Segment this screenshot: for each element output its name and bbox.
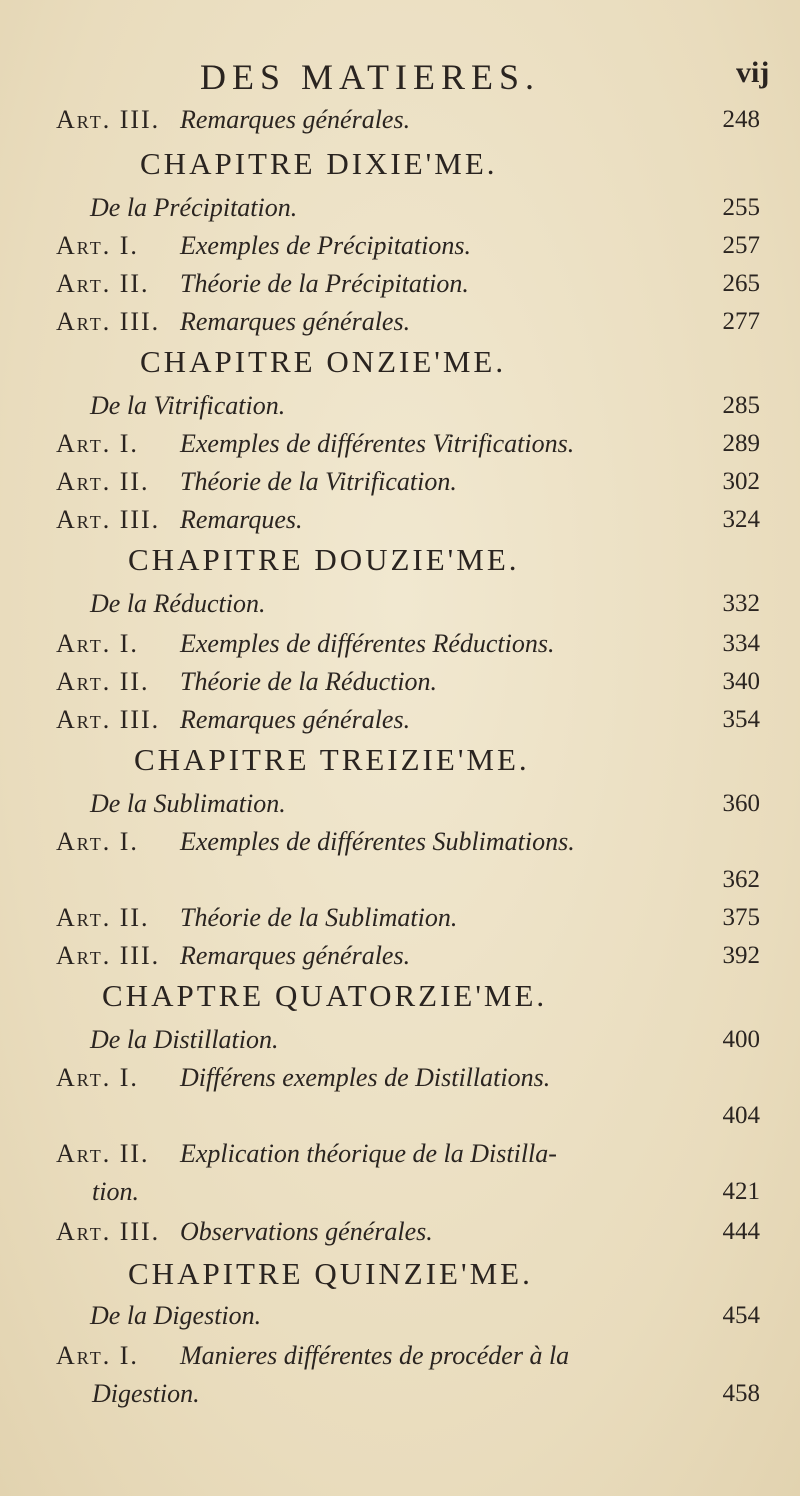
article-label: Art. III.: [56, 105, 161, 134]
section-entry: [0, 784, 800, 824]
entry-title: Remarques.: [180, 505, 303, 534]
entry-title: Remarques générales.: [180, 705, 411, 734]
entry-title: Différens exemples de Distillations.: [180, 1063, 551, 1092]
article-entry: [0, 462, 800, 502]
entry-title: Théorie de la Réduction.: [180, 667, 438, 696]
page-number: 340: [722, 668, 760, 695]
article-entry: [0, 936, 800, 976]
page-number: 255: [722, 194, 760, 221]
chapter-title: CHAPITRE ONZIE'ME.: [140, 344, 507, 379]
chapter-heading: [0, 738, 800, 782]
entry-title: tion.: [92, 1177, 139, 1206]
continuation-entry: [0, 1374, 800, 1414]
page-number: 392: [722, 942, 760, 969]
entry-title: Remarques générales.: [180, 105, 411, 134]
article-entry: [0, 624, 800, 664]
page-number: 257: [722, 232, 760, 259]
article-entry: [0, 898, 800, 938]
article-entry: [0, 700, 800, 740]
chapter-title: CHAPITRE QUINZIE'ME.: [128, 1256, 533, 1291]
article-label: Art. I.: [56, 827, 139, 856]
chapter-title: CHAPTRE QUATORZIE'ME.: [102, 978, 548, 1013]
entry-title: Manieres différentes de procéder à la: [180, 1341, 570, 1370]
entry-title: De la Vitrification.: [90, 391, 286, 420]
page-number: 421: [722, 1178, 760, 1205]
chapter-heading: [0, 974, 800, 1018]
article-entry: [0, 662, 800, 702]
page-number: 265: [722, 270, 760, 297]
chapter-heading: [0, 340, 800, 384]
page-number: 404: [722, 1102, 760, 1129]
chapter-heading: [0, 142, 800, 186]
article-entry: [0, 264, 800, 304]
entry-title: De la Digestion.: [90, 1301, 262, 1330]
entry-title: Théorie de la Vitrification.: [180, 467, 457, 496]
entry-title: De la Réduction.: [90, 589, 266, 618]
chapter-title: CHAPITRE DIXIE'ME.: [140, 146, 498, 181]
page-number: 458: [722, 1380, 760, 1407]
article-label: Art. II.: [56, 667, 150, 696]
article-label: Art. II.: [56, 1139, 150, 1168]
entry-title: Exemples de différentes Réductions.: [180, 629, 555, 658]
section-entry: [0, 1020, 800, 1060]
entry-title: De la Précipitation.: [90, 193, 298, 222]
page-number: 302: [722, 468, 760, 495]
entry-title: Théorie de la Sublimation.: [180, 903, 458, 932]
page-number: 324: [722, 506, 760, 533]
entry-title: Explication théorique de la Distilla-: [180, 1139, 557, 1168]
article-entry: [0, 1212, 800, 1252]
article-label: Art. I.: [56, 629, 139, 658]
article-label: Art. II.: [56, 269, 150, 298]
article-entry: [0, 1134, 800, 1174]
section-entry: [0, 584, 800, 624]
article-label: Art. I.: [56, 231, 139, 260]
page-folio: vij: [736, 56, 770, 89]
article-entry: [0, 226, 800, 266]
article-entry: [0, 424, 800, 464]
article-entry: [0, 500, 800, 540]
page-number: 354: [722, 706, 760, 733]
entry-title: Observations générales.: [180, 1217, 433, 1246]
entry-title: Exemples de différentes Sublimations.: [180, 827, 575, 856]
section-entry: [0, 1296, 800, 1336]
chapter-heading: [0, 538, 800, 582]
section-entry: [0, 188, 800, 228]
page-number: 289: [722, 430, 760, 457]
entry-title: Remarques générales.: [180, 941, 411, 970]
article-label: Art. III.: [56, 1217, 161, 1246]
page-number: 248: [722, 106, 760, 133]
continuation-entry: [0, 1172, 800, 1212]
article-label: Art. I.: [56, 429, 139, 458]
entry-title: Théorie de la Précipitation.: [180, 269, 469, 298]
entry-title: Remarques générales.: [180, 307, 411, 336]
article-label: Art. II.: [56, 467, 150, 496]
page-number: 454: [722, 1302, 760, 1329]
page-number: 444: [722, 1218, 760, 1245]
article-entry: [0, 1058, 800, 1098]
article-entry: [0, 302, 800, 342]
page-number: 285: [722, 392, 760, 419]
article-label: Art. I.: [56, 1063, 139, 1092]
chapter-title: CHAPITRE TREIZIE'ME.: [134, 742, 530, 777]
entry-title: De la Sublimation.: [90, 789, 286, 818]
chapter-heading: [0, 1252, 800, 1296]
page-number-line: [0, 1096, 800, 1136]
entry-title: Exemples de Précipitations.: [180, 231, 471, 260]
article-label: Art. II.: [56, 903, 150, 932]
chapter-title: CHAPITRE DOUZIE'ME.: [128, 542, 520, 577]
page-number: 400: [722, 1026, 760, 1053]
article-label: Art. III.: [56, 505, 161, 534]
entry-title: De la Distillation.: [90, 1025, 279, 1054]
entry-title: Digestion.: [92, 1379, 200, 1408]
article-entry: [0, 100, 800, 140]
page-number: 362: [722, 866, 760, 893]
article-entry: [0, 1336, 800, 1376]
page-number: 360: [722, 790, 760, 817]
page-number: 334: [722, 630, 760, 657]
page-number-line: [0, 860, 800, 900]
section-entry: [0, 386, 800, 426]
article-label: Art. III.: [56, 941, 161, 970]
article-label: Art. III.: [56, 705, 161, 734]
running-head-title: DES MATIERES.: [200, 57, 541, 97]
page-number: 332: [722, 590, 760, 617]
article-label: Art. I.: [56, 1341, 139, 1370]
article-label: Art. III.: [56, 307, 161, 336]
entry-title: Exemples de différentes Vitrifications.: [180, 429, 575, 458]
article-entry: [0, 822, 800, 862]
page-number: 375: [722, 904, 760, 931]
page-number: 277: [722, 308, 760, 335]
